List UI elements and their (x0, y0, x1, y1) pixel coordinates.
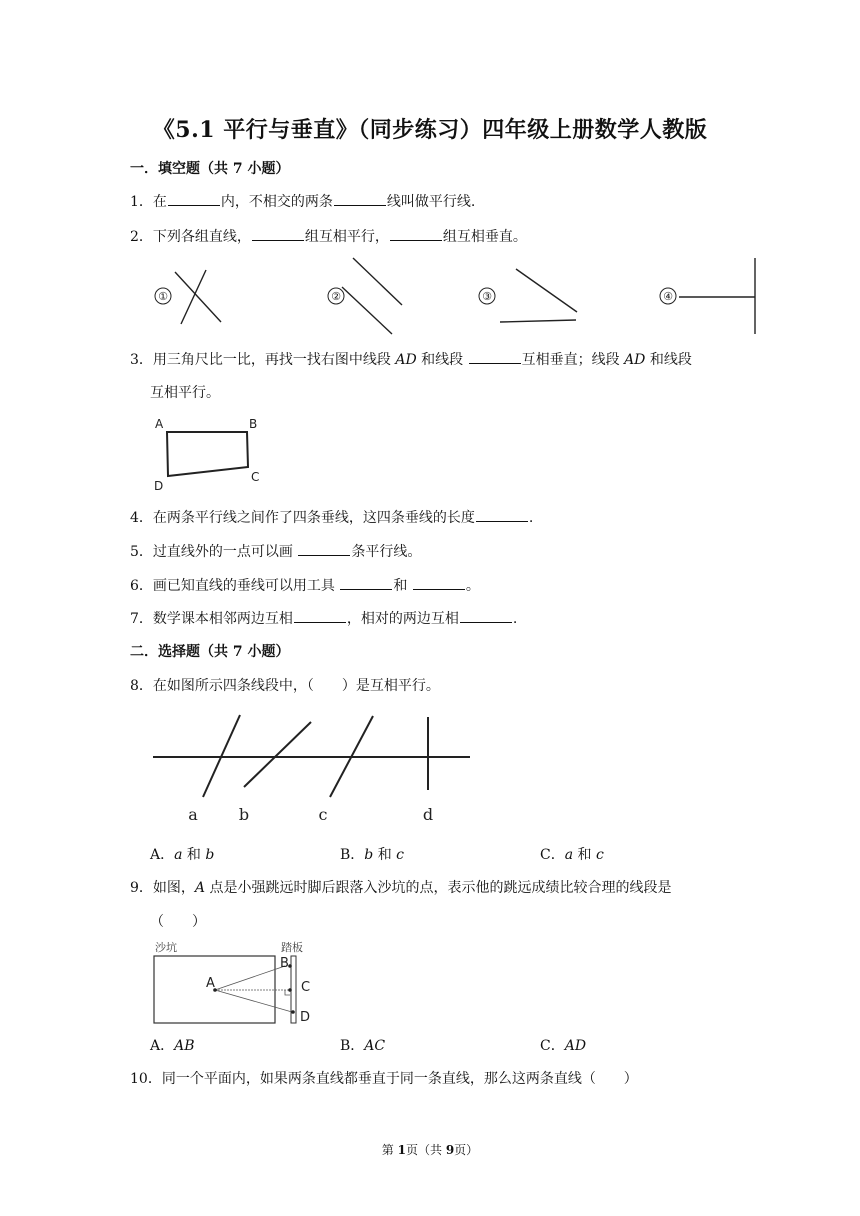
fig-label: C (251, 470, 260, 484)
question-10: 10．同一个平面内，如果两条直线都垂直于同一条直线，那么这两条直线（ ） (130, 1071, 638, 1087)
option-b[interactable]: B．b 和 c (340, 847, 405, 863)
fig-label: D (154, 479, 164, 493)
question-8: 8．在如图所示四条线段中，（ ）是互相平行。 (130, 678, 440, 694)
fig-label: ② (331, 290, 341, 303)
fig-label: D (300, 1010, 311, 1025)
question-3: 3．用三角尺比一比，再找一找右图中线段 AD 和线段 互相垂直；线段 AD 和线段 (130, 349, 692, 370)
option-c[interactable]: C．a 和 c (540, 847, 604, 863)
option-a[interactable]: A．AB (150, 1038, 195, 1054)
question-9: 9．如图，A 点是小强跳远时脚后跟落入沙坑的点，表示他的跳远成绩比较合理的线段是 (130, 880, 672, 896)
answer-blank[interactable] (413, 575, 465, 590)
fig-label: C (301, 980, 311, 995)
question-2: 2．下列各组直线， 组互相平行， 组互相垂直。 (130, 226, 527, 247)
answer-blank[interactable] (340, 575, 392, 590)
fig-label: b (238, 805, 250, 824)
fig-label: A (155, 417, 164, 431)
fig-label: ③ (482, 290, 492, 303)
option-a[interactable]: A．a 和 b (150, 847, 215, 863)
question-6: 6．画已知直线的垂线可以用工具 和 。 (130, 575, 480, 596)
answer-blank[interactable] (469, 349, 521, 364)
question-4: 4．在两条平行线之间作了四条垂线，这四条垂线的长度 . (130, 507, 533, 528)
option-c[interactable]: C．AD (540, 1038, 587, 1054)
fig-label: d (422, 805, 434, 824)
answer-blank[interactable] (298, 541, 350, 556)
page-footer: 第 1页（共 9页） (381, 1143, 479, 1157)
section-heading-fill-in: 一．填空题（共 7 小题） (130, 161, 290, 177)
question-7: 7．数学课本相邻两边互相 ，相对的两边互相 . (130, 608, 517, 629)
question-9-continued: （ ） (150, 914, 206, 930)
section-heading-choice: 二．选择题（共 7 小题） (130, 644, 290, 660)
answer-blank[interactable] (476, 507, 528, 522)
fig-label: ① (158, 290, 168, 303)
fig-label: a (188, 805, 198, 824)
fig-label-sandpit: 沙坑 (155, 941, 177, 954)
fig-label: A (206, 976, 215, 991)
page-title: 《5.1 平行与垂直》（同步练习）四年级上册数学人教版 (152, 117, 708, 143)
fig-label: B (249, 417, 258, 431)
fig-label-board: 踏板 (281, 941, 303, 954)
answer-blank[interactable] (294, 608, 346, 623)
answer-blank[interactable] (460, 608, 512, 623)
question-5: 5．过直线外的一点可以画 条平行线。 (130, 541, 421, 562)
question-1: 1．在 内，不相交的两条 线叫做平行线. (130, 191, 475, 212)
fig-label: ④ (663, 290, 673, 303)
fig-label: B (280, 956, 289, 971)
option-b[interactable]: B．AC (340, 1038, 386, 1054)
fig-label: c (318, 805, 328, 824)
question-3-continued: 互相平行。 (150, 385, 220, 401)
